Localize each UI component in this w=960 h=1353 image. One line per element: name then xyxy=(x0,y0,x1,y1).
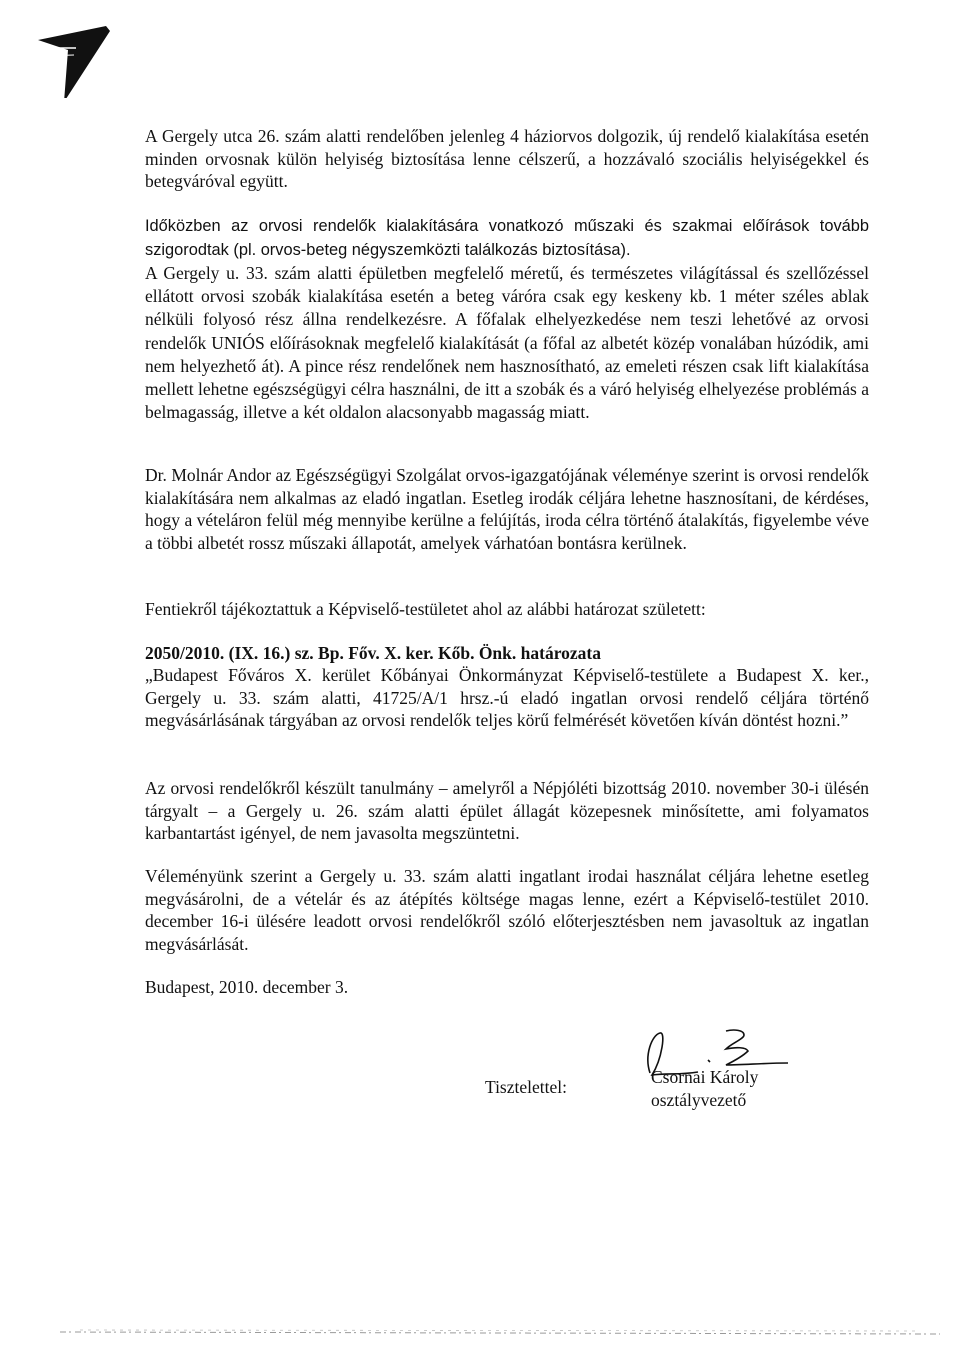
signer-title: osztályvezető xyxy=(651,1090,747,1110)
paragraph-board-informed: Fentiekről tájékoztattuk a Képviselő-testületet ahol az alábbi határozat született: xyxy=(145,599,706,619)
paragraph-building-33: A Gergely u. 33. szám alatti épületben megfelelő méretű, és természetes világítással és szellőzéssel ellátott orvosi szobák kialakítása esetén a beteg váróra csak egy keskeny kb. 1 méter széles ablak nélküli folyosó rész állna rendelkezésre. A főfalak elhelyezkedése nem teszi lehetővé az orvosi rendelők UNIÓS előírásoknak megfelelő kialakítását (a főfal az albetét közép vonalában húzódik, ami nem helyezhető át). A pince rész rendelőnek nem hasznosítható, az emeleti részen csak lift kialakítása mellett lehetne egészségügyi célra használni, de itt a szobák és a váró helyiség elhelyezése problémás a belmagasság, illetve a két oldalon alacsonyabb magasság miatt. xyxy=(145,263,869,423)
paragraph-medical-director-opinion: Dr. Molnár Andor az Egészségügyi Szolgálat orvos-igazgatójának véleménye szerint is orvosi rendelők kialakítására nem alkalmas az eladó ingatlan. Esetleg irodák céljára lehetne hasznosítani, de kérdéses, hogy a vételáron felül még mennyibe kerülne a felújítás, iroda célra történő átalakítás, figyelembe véve a többi albetét rossz műszaki állapotát, amelyek várhatóan bontásra kerülnek. xyxy=(145,465,869,553)
signer-name: Csornai Károly xyxy=(651,1067,759,1087)
scan-bottom-noise xyxy=(60,1318,940,1338)
paragraph-regulations: Időközben az orvosi rendelők kialakítására vonatkozó műszaki és szakmai előírások tovább szigorodtak (pl. orvos-beteg négyszemközti találkozás biztosítása). xyxy=(145,217,869,259)
paragraph-staffing: A Gergely utca 26. szám alatti rendelőben jelenleg 4 háziorvos dolgozik, új rendelő kialakítása esetén minden orvosnak külön helyiség biztosítása lenne célszerű, a hozzávaló szociális helyiségekkel és betegváróval együtt. xyxy=(145,126,869,192)
signer-block xyxy=(651,1066,758,1112)
resolution-title: 2050/2010. (IX. 16.) sz. Bp. Főv. X. ker. Kőb. Önk. határozata xyxy=(145,643,601,663)
place-date: Budapest, 2010. december 3. xyxy=(145,977,349,997)
paragraph-opinion: Véleményünk szerint a Gergely u. 33. szám alatti ingatlant irodai használat céljára lehetne esetleg megvásárolni, de a vételár és az átépítés költsége magas lenne, ezért a Képviselő-testület 2010. december 16-i ülésére leadott orvosi rendelőkről szóló előterjesztésben nem javasoltuk az ingatlan megvásárlását. xyxy=(145,866,869,954)
scan-artifact-mark xyxy=(36,18,116,98)
closing-greeting: Tisztelettel: xyxy=(485,1077,567,1097)
resolution-text: „Budapest Főváros X. kerület Kőbányai Önkormányzat Képviselő-testülete a Budapest X. ker., Gergely u. 33. szám alatti, 41725/A/1 hrsz.-ú eladó ingatlan orvosi rendelő céljára történő megvásárlásának tárgyában az orvosi rendelők teljes körű felmérését követően kíván döntést hozni.” xyxy=(145,665,869,731)
paragraph-study: Az orvosi rendelőkről készült tanulmány – amelyről a Népjóléti bizottság 2010. november 30-i ülésén tárgyalt – a Gergely u. 26. szám alatti épület állagát közepesnek minősítette, ami folyamatos karbantartást igényel, de nem javasolta megszüntetni. xyxy=(145,778,869,844)
